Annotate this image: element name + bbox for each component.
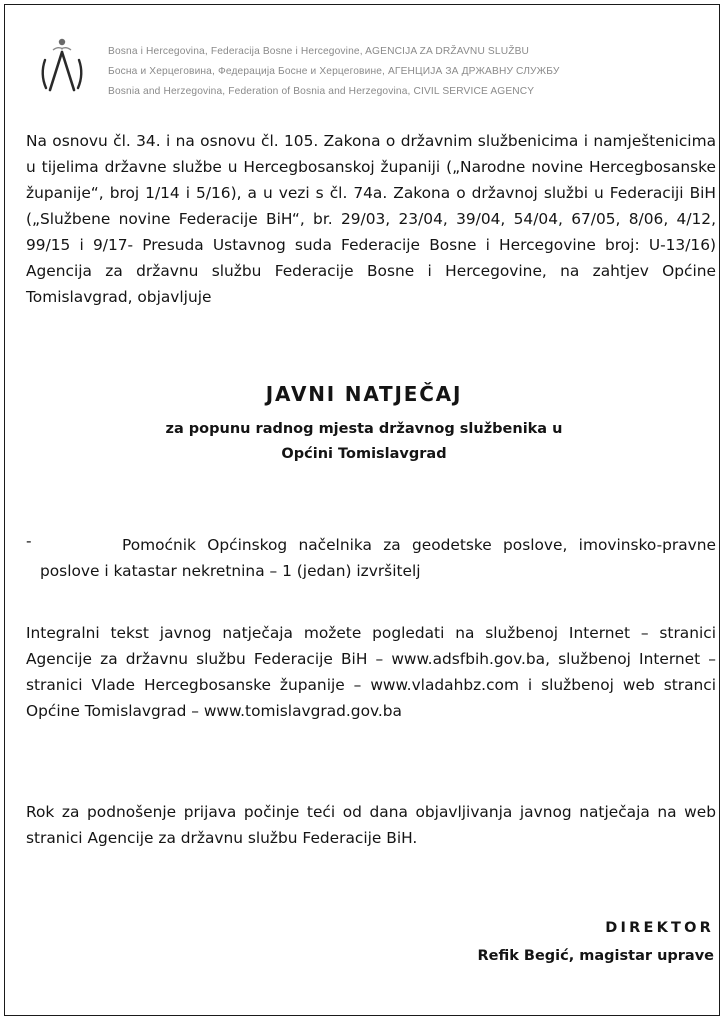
agency-name-english: Bosnia and Herzegovina, Federation of Bosnia and Herzegovina, CIVIL SERVICE AGENCY: [108, 86, 535, 97]
signature-role: DIREKTOR: [605, 920, 714, 936]
notice-title: JAVNI NATJEČAJ: [265, 382, 463, 406]
legal-basis-paragraph: Na osnovu čl. 34. i na osnovu čl. 105. Zakona o državnim službenicima i namještenicima u tijelima državne službe u Hercegbosanskoj županiji („Narodne novine Hercegbosanske županije“, broj 1/14 i 5/16), a u vezi s čl. 74a. Zakona o državnoj službi u Federaciji BiH („Službene novine Federacije BiH“, br. 29/03, 23/04, 39/04, 54/04, 67/05, 8/06, 4/12, 99/15 i 9/17- Presuda Ustavnog suda Federacije Bosne i Hercegovine broj: U-13/16) Agencija za državnu službu Federacije Bosne i Hercegovine, na zahtjev Općine Tomislavgrad, objavljuje: [26, 132, 716, 306]
list-bullet-dash: -: [26, 532, 32, 550]
signature-name: Refik Begić, magistar uprave: [477, 948, 714, 964]
notice-subtitle: [0, 417, 728, 467]
notice-subtitle-line-1: za popunu radnog mjesta državnog službenika u: [165, 421, 563, 437]
civil-service-agency-logo: [38, 36, 86, 96]
deadline-paragraph: Rok za podnošenje prijava počinje teći od dana objavljivanja javnog natječaja na web stranici Agencije za državnu službu Federacije BiH.: [26, 803, 716, 847]
agency-name-cyrillic: Босна и Херцеговина, Федерација Босне и Херцеговине, АГЕНЦИЈА ЗА ДРЖАВНУ СЛУЖБУ: [108, 66, 560, 77]
full-text-links-paragraph: Integralni tekst javnog natječaja možete pogledati na službenoj Internet – stranici Agencije za državnu službu Federacije BiH – www.adsfbih.gov.ba, službenoj Internet – stranici Vlade Hercegbosanske županije – www.vladahbz.com i službenoj web stranci Općine Tomislavgrad – www.tomislavgrad.gov.ba: [26, 624, 716, 720]
job-position-item: Pomoćnik Općinskog načelnika za geodetske poslove, imovinsko-pravne poslove i katastar nekretnina – 1 (jedan) izvršitelj: [40, 536, 716, 580]
agency-name-latin: Bosna i Hercegovina, Federacija Bosne i Hercegovine, AGENCIJA ZA DRŽAVNU SLUŽBU: [108, 46, 530, 57]
agency-name-block: [108, 42, 708, 102]
notice-subtitle-line-2: Općini Tomislavgrad: [281, 446, 447, 462]
